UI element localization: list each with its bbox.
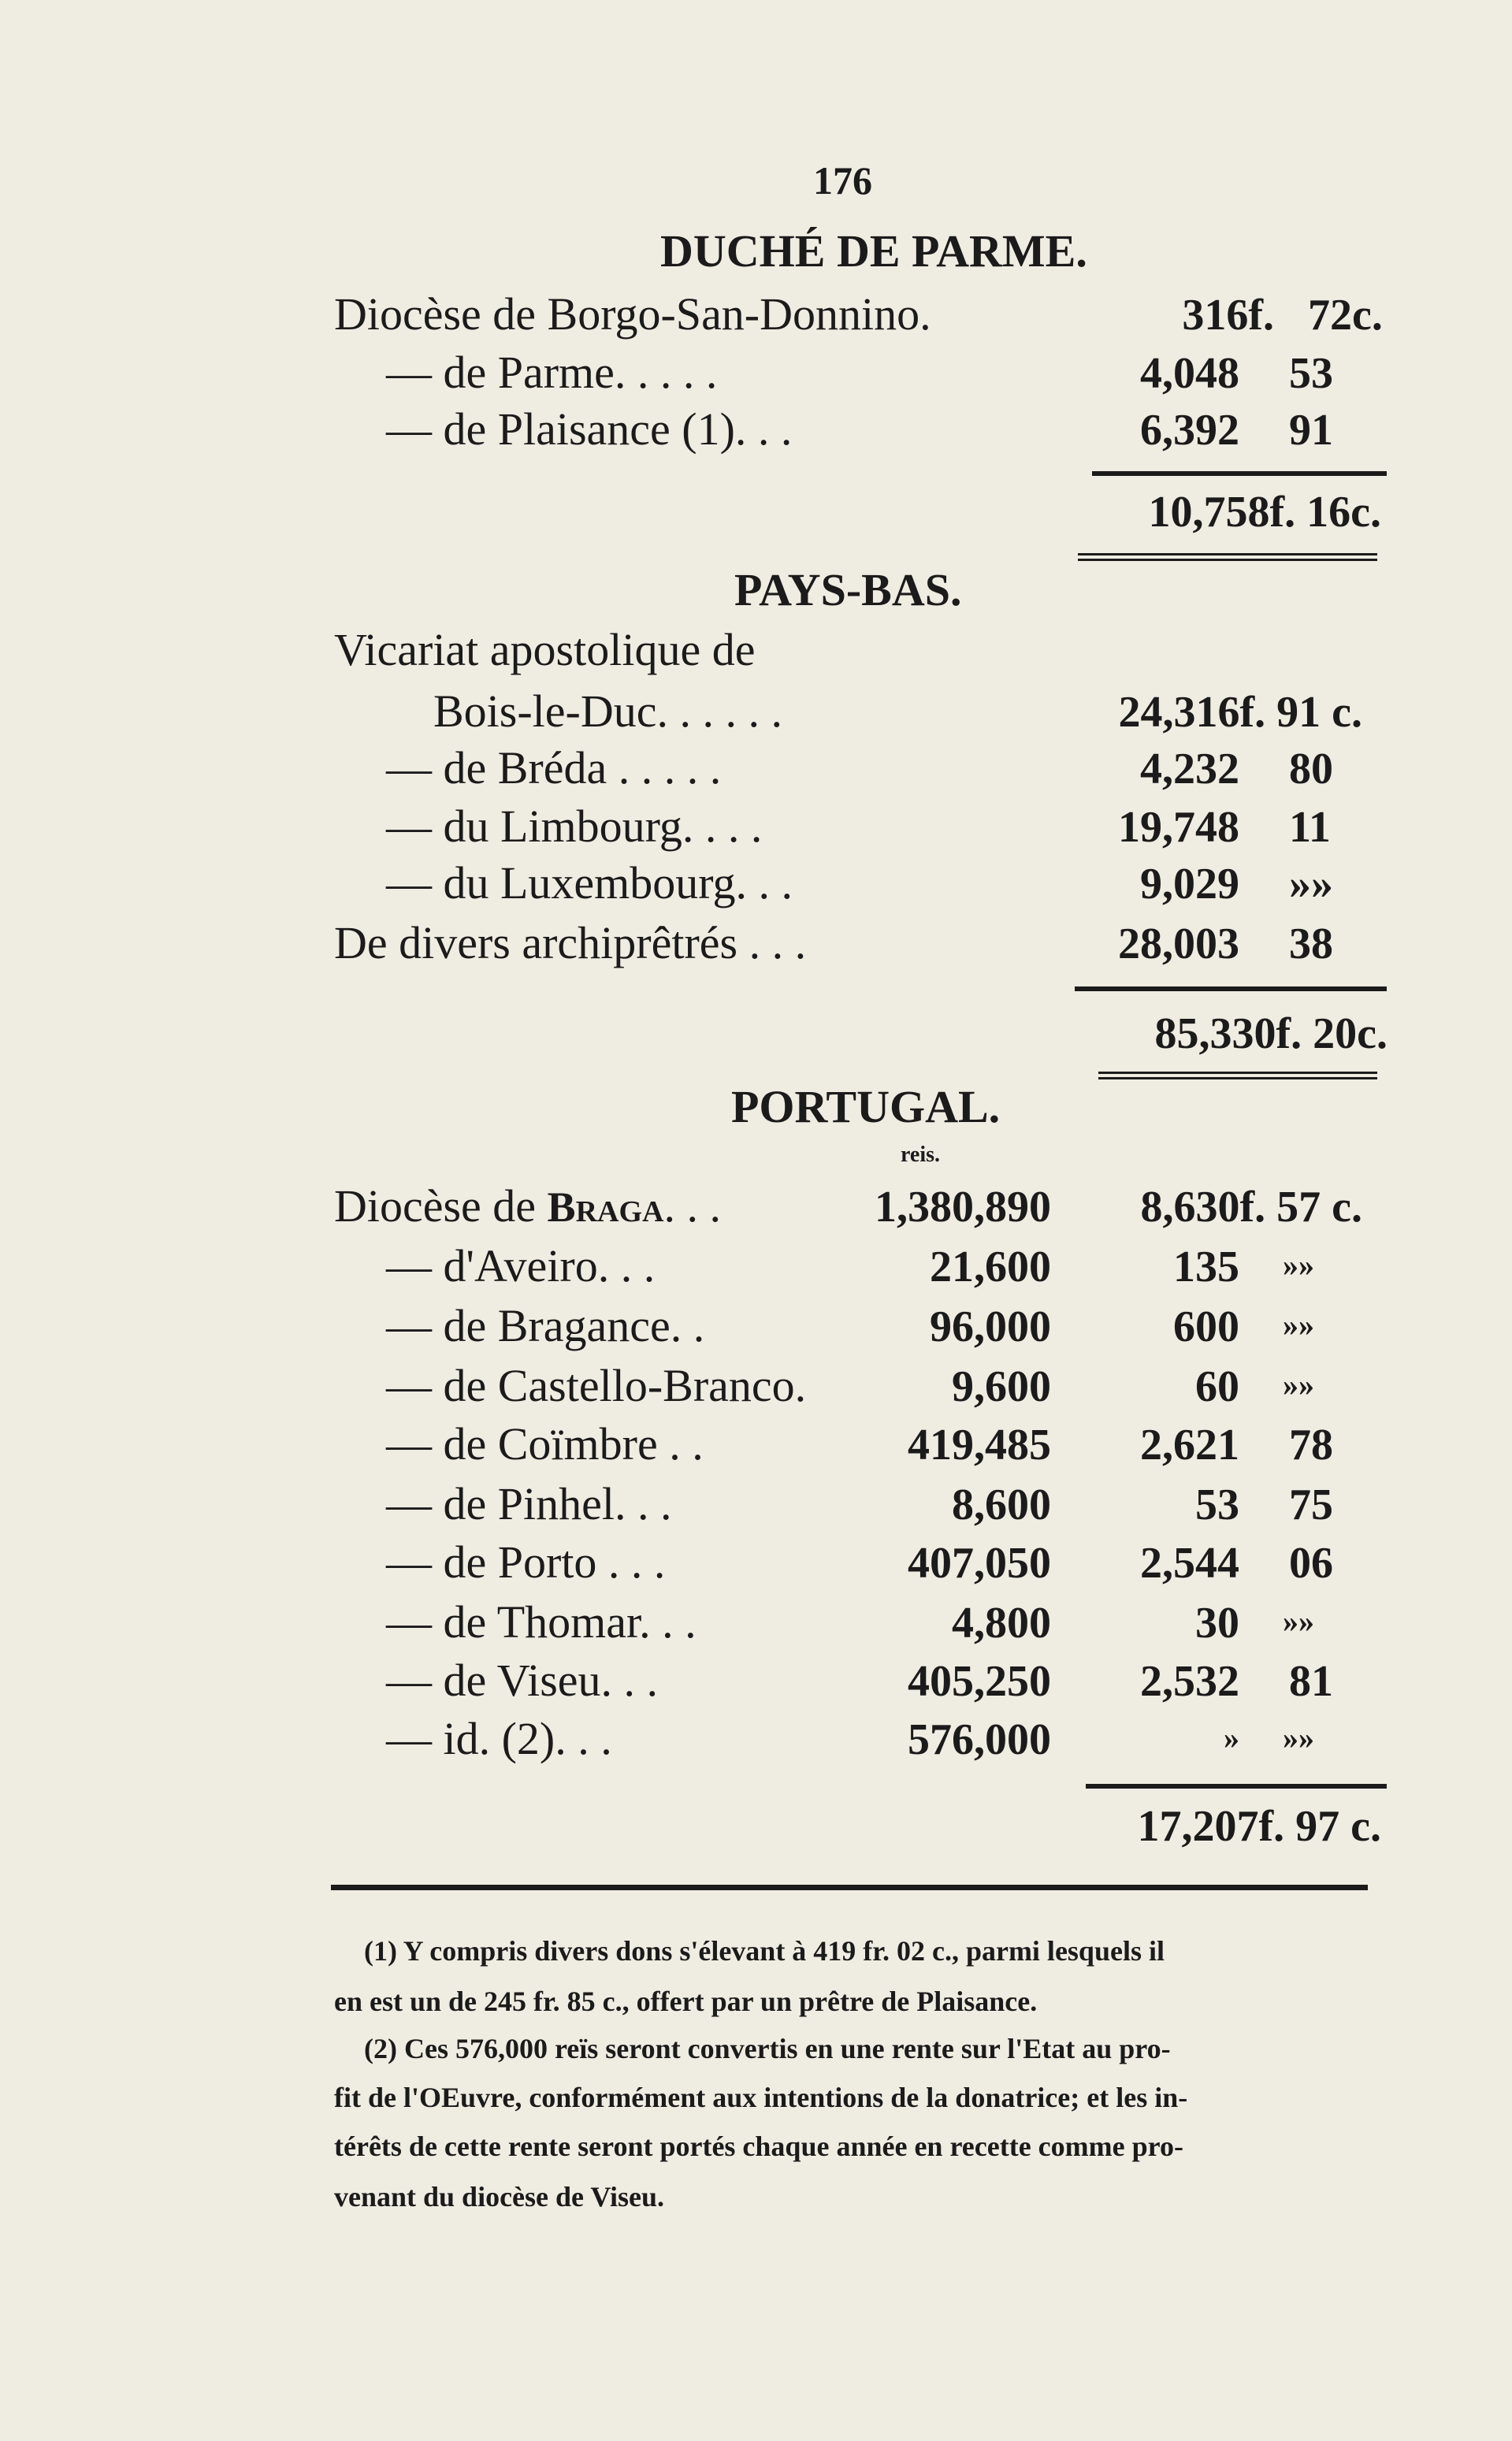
row-francs: 30 <box>1195 1599 1239 1648</box>
row-cents: 75 <box>1289 1481 1333 1529</box>
row-label: — de Porto . . . <box>386 1536 666 1588</box>
page-number: 176 <box>813 158 872 202</box>
section-total-portugal: 17,207f. 97 c. <box>1137 1802 1381 1851</box>
row-label: — de Plaisance (1). . . <box>386 403 793 455</box>
row-francs: 4,048 <box>1140 349 1239 398</box>
row-cents: 38 <box>1289 920 1333 968</box>
row-reis: 576,000 <box>908 1715 1051 1764</box>
row-cents: 57 c. <box>1276 1183 1362 1232</box>
row-label: Bois-le-Duc. . . . . . <box>433 685 782 737</box>
row-reis: 407,050 <box>908 1539 1051 1588</box>
section-subtitle: Vicariat apostolique de <box>334 624 756 675</box>
label-diocese-name: Braga <box>547 1183 664 1231</box>
row-francs: 6,392 <box>1140 406 1239 455</box>
label-prefix: Diocèse de <box>334 1180 548 1232</box>
footnote-2-line: (2) Ces 576,000 reïs seront convertis en une rente sur l'Etat au pro- <box>364 2033 1171 2064</box>
row-cents: 81 <box>1289 1657 1333 1706</box>
footnote-2-line: térêts de cette rente seront portés chaque année en recette comme pro- <box>334 2131 1183 2162</box>
row-reis: 8,600 <box>952 1481 1051 1529</box>
row-reis: 405,250 <box>908 1657 1051 1706</box>
row-reis: 96,000 <box>930 1302 1051 1351</box>
footnote-separator <box>331 1885 1368 1890</box>
row-cents: »» <box>1289 860 1333 908</box>
row-francs: 2,621 <box>1140 1421 1239 1469</box>
row-francs: 8,630f. <box>1140 1183 1266 1232</box>
row-label: — de Pinhel. . . <box>386 1478 672 1529</box>
row-label: De divers archiprêtrés . . . <box>334 917 807 968</box>
row-francs: 24,316f. <box>1118 688 1266 737</box>
section-title-pays-bas: PAYS-BAS. <box>734 564 962 615</box>
row-francs: 4,232 <box>1140 745 1239 793</box>
section-title-portugal: PORTUGAL. <box>731 1081 1001 1132</box>
sum-rule <box>1086 1784 1387 1789</box>
row-label: — du Limbourg. . . . <box>386 801 763 852</box>
row-cents: 06 <box>1289 1539 1333 1588</box>
row-label: — de Viseu. . . <box>386 1655 659 1706</box>
row-reis: 1,380,890 <box>875 1183 1051 1232</box>
row-francs: 53 <box>1195 1481 1239 1529</box>
row-reis: 4,800 <box>952 1599 1051 1648</box>
row-francs: 316f. <box>1182 291 1274 340</box>
footnote-2-line: venant du diocèse de Viseu. <box>334 2181 665 2213</box>
row-cents: »» <box>1283 1247 1314 1283</box>
row-francs: 2,532 <box>1140 1657 1239 1706</box>
row-cents: 91 <box>1289 406 1333 455</box>
section-title-parme: DUCHÉ DE PARME. <box>660 225 1087 277</box>
row-francs: 19,748 <box>1118 803 1239 852</box>
section-total-pays-bas: 85,330f. 20c. <box>1154 1009 1388 1058</box>
row-cents: 91 c. <box>1276 688 1362 737</box>
row-reis: 9,600 <box>952 1362 1051 1411</box>
row-francs: 600 <box>1173 1302 1239 1351</box>
row-label: — du Luxembourg. . . <box>386 857 793 908</box>
total-double-rule <box>1098 1072 1377 1079</box>
row-cents: »» <box>1283 1307 1314 1343</box>
row-cents: 78 <box>1289 1421 1333 1469</box>
row-cents: 53 <box>1289 349 1333 398</box>
row-francs: 2,544 <box>1140 1539 1239 1588</box>
row-label: — d'Aveiro. . . <box>386 1240 656 1291</box>
sum-rule <box>1092 471 1387 476</box>
row-label: — de Bragance. . <box>386 1300 705 1351</box>
row-label: — id. (2). . . <box>386 1713 612 1764</box>
row-cents: »» <box>1283 1720 1314 1756</box>
row-label: Diocèse de Borgo-San-Donnino. <box>334 288 931 340</box>
row-cents: 72c. <box>1308 291 1383 340</box>
row-label-braga <box>334 1180 721 1232</box>
label-suffix: . . . <box>663 1180 721 1232</box>
row-francs: 28,003 <box>1118 920 1239 968</box>
row-reis: 419,485 <box>908 1421 1051 1469</box>
row-francs: 60 <box>1195 1362 1239 1411</box>
row-cents: 11 <box>1289 803 1331 852</box>
row-label: — de Thomar. . . <box>386 1596 697 1648</box>
row-reis: 21,600 <box>930 1243 1051 1291</box>
row-francs: » <box>1224 1720 1239 1756</box>
row-cents: 80 <box>1289 745 1333 793</box>
row-francs: 9,029 <box>1140 860 1239 908</box>
row-label: — de Parme. . . . . <box>386 347 718 398</box>
row-amount-combined <box>968 688 1362 737</box>
footnote-1-line: en est un de 245 fr. 85 c., offert par un prêtre de Plaisance. <box>334 1986 1038 2017</box>
section-total-parme: 10,758f. 16c. <box>1148 488 1381 537</box>
footnote-2-line: fit de l'OEuvre, conformément aux intentions de la donatrice; et les in- <box>334 2082 1188 2113</box>
row-cents: »» <box>1283 1367 1314 1403</box>
row-amount-combined <box>1079 1183 1362 1232</box>
total-double-rule <box>1078 553 1377 561</box>
row-label: — de Coïmbre . . <box>386 1418 704 1469</box>
sum-rule <box>1075 986 1387 991</box>
reis-column-header: reis. <box>901 1142 941 1167</box>
row-cents: »» <box>1283 1603 1314 1639</box>
row-francs: 135 <box>1173 1243 1239 1291</box>
footnote-1-line: (1) Y compris divers dons s'élevant à 419 fr. 02 c., parmi lesquels il <box>364 1935 1165 1967</box>
row-label: — de Castello-Branco. <box>386 1360 807 1411</box>
row-label: — de Bréda . . . . . <box>386 742 722 793</box>
